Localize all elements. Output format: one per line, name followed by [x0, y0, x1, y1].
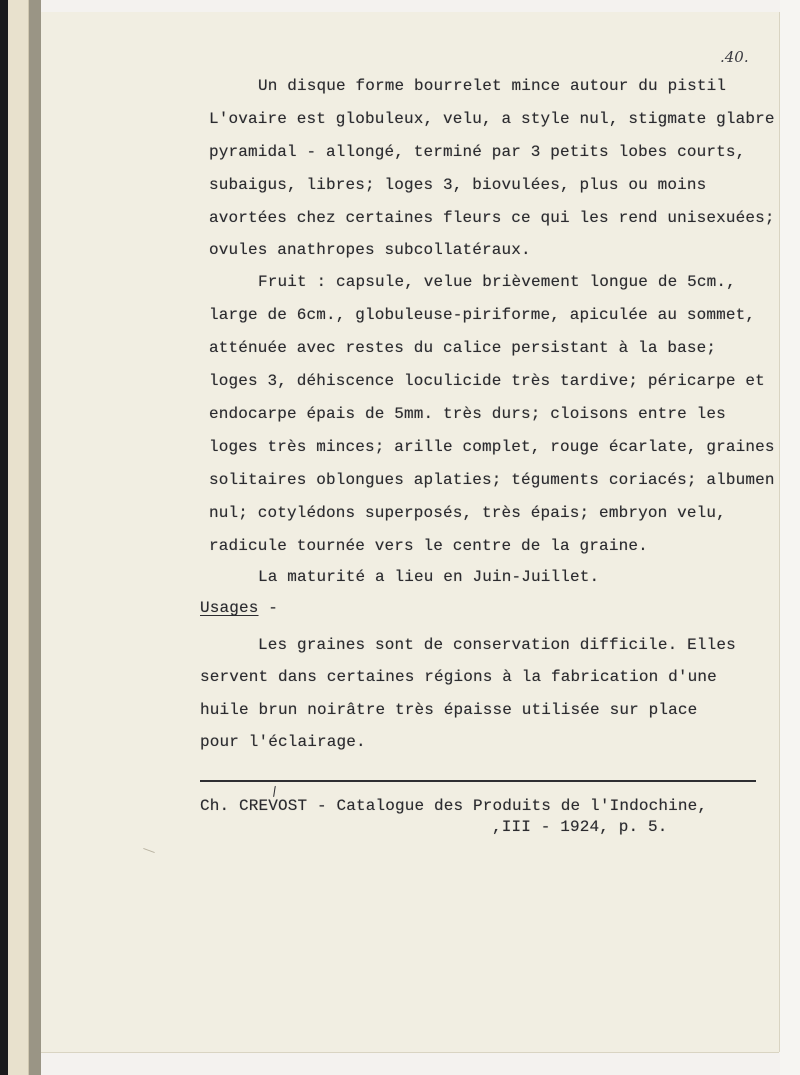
- page-number: .40.: [720, 48, 749, 66]
- previous-page-edge: [8, 0, 29, 1075]
- usages-dash: -: [258, 599, 279, 617]
- usages-heading: Usages: [200, 599, 259, 617]
- page-gutter: [29, 0, 41, 1075]
- citation-line: Ch. CREVOST - Catalogue des Produits de l'Indochine,: [200, 797, 708, 815]
- usages-heading-line: [200, 598, 278, 618]
- handwritten-accent-mark: /: [268, 784, 282, 801]
- body-line: Fruit : capsule, velue brièvement longue de 5cm.,: [258, 273, 736, 291]
- usages-line: Les graines sont de conservation difficile. Elles: [258, 636, 736, 654]
- body-line: radicule tournée vers le centre de la graine.: [209, 537, 648, 555]
- usages-line: servent dans certaines régions à la fabrication d'une: [200, 668, 717, 686]
- usages-line: huile brun noirâtre très épaisse utilisée sur place: [200, 701, 698, 719]
- body-line: endocarpe épais de 5mm. très durs; cloisons entre les: [209, 405, 726, 423]
- body-line: atténuée avec restes du calice persistant à la base;: [209, 339, 717, 357]
- body-line: La maturité a lieu en Juin-Juillet.: [258, 568, 600, 586]
- body-line: ovules anathropes subcollatéraux.: [209, 241, 531, 259]
- body-line: L'ovaire est globuleux, velu, a style nul, stigmate glabre: [209, 110, 775, 128]
- body-line: large de 6cm., globuleuse-piriforme, apiculée au sommet,: [209, 306, 756, 324]
- body-line: nul; cotylédons superposés, très épais; embryon velu,: [209, 504, 726, 522]
- body-line: subaigus, libres; loges 3, biovulées, plus ou moins: [209, 176, 707, 194]
- body-line: loges très minces; arille complet, rouge écarlate, graines: [209, 438, 775, 456]
- book-spine: [0, 0, 8, 1075]
- usages-line: pour l'éclairage.: [200, 733, 366, 751]
- typed-sheet: [41, 12, 779, 1052]
- body-line: Un disque forme bourrelet mince autour du pistil: [258, 77, 727, 95]
- body-line: avortées chez certaines fleurs ce qui les rend unisexuées;: [209, 209, 775, 227]
- citation-line: ,III - 1924, p. 5.: [492, 818, 668, 836]
- body-line: loges 3, déhiscence loculicide très tardive; péricarpe et: [209, 372, 765, 390]
- body-line: solitaires oblongues aplaties; téguments coriacés; albumen: [209, 471, 775, 489]
- footnote-divider: [200, 780, 756, 782]
- body-line: pyramidal - allongé, terminé par 3 petits lobes courts,: [209, 143, 746, 161]
- scan-margin: [780, 0, 800, 1075]
